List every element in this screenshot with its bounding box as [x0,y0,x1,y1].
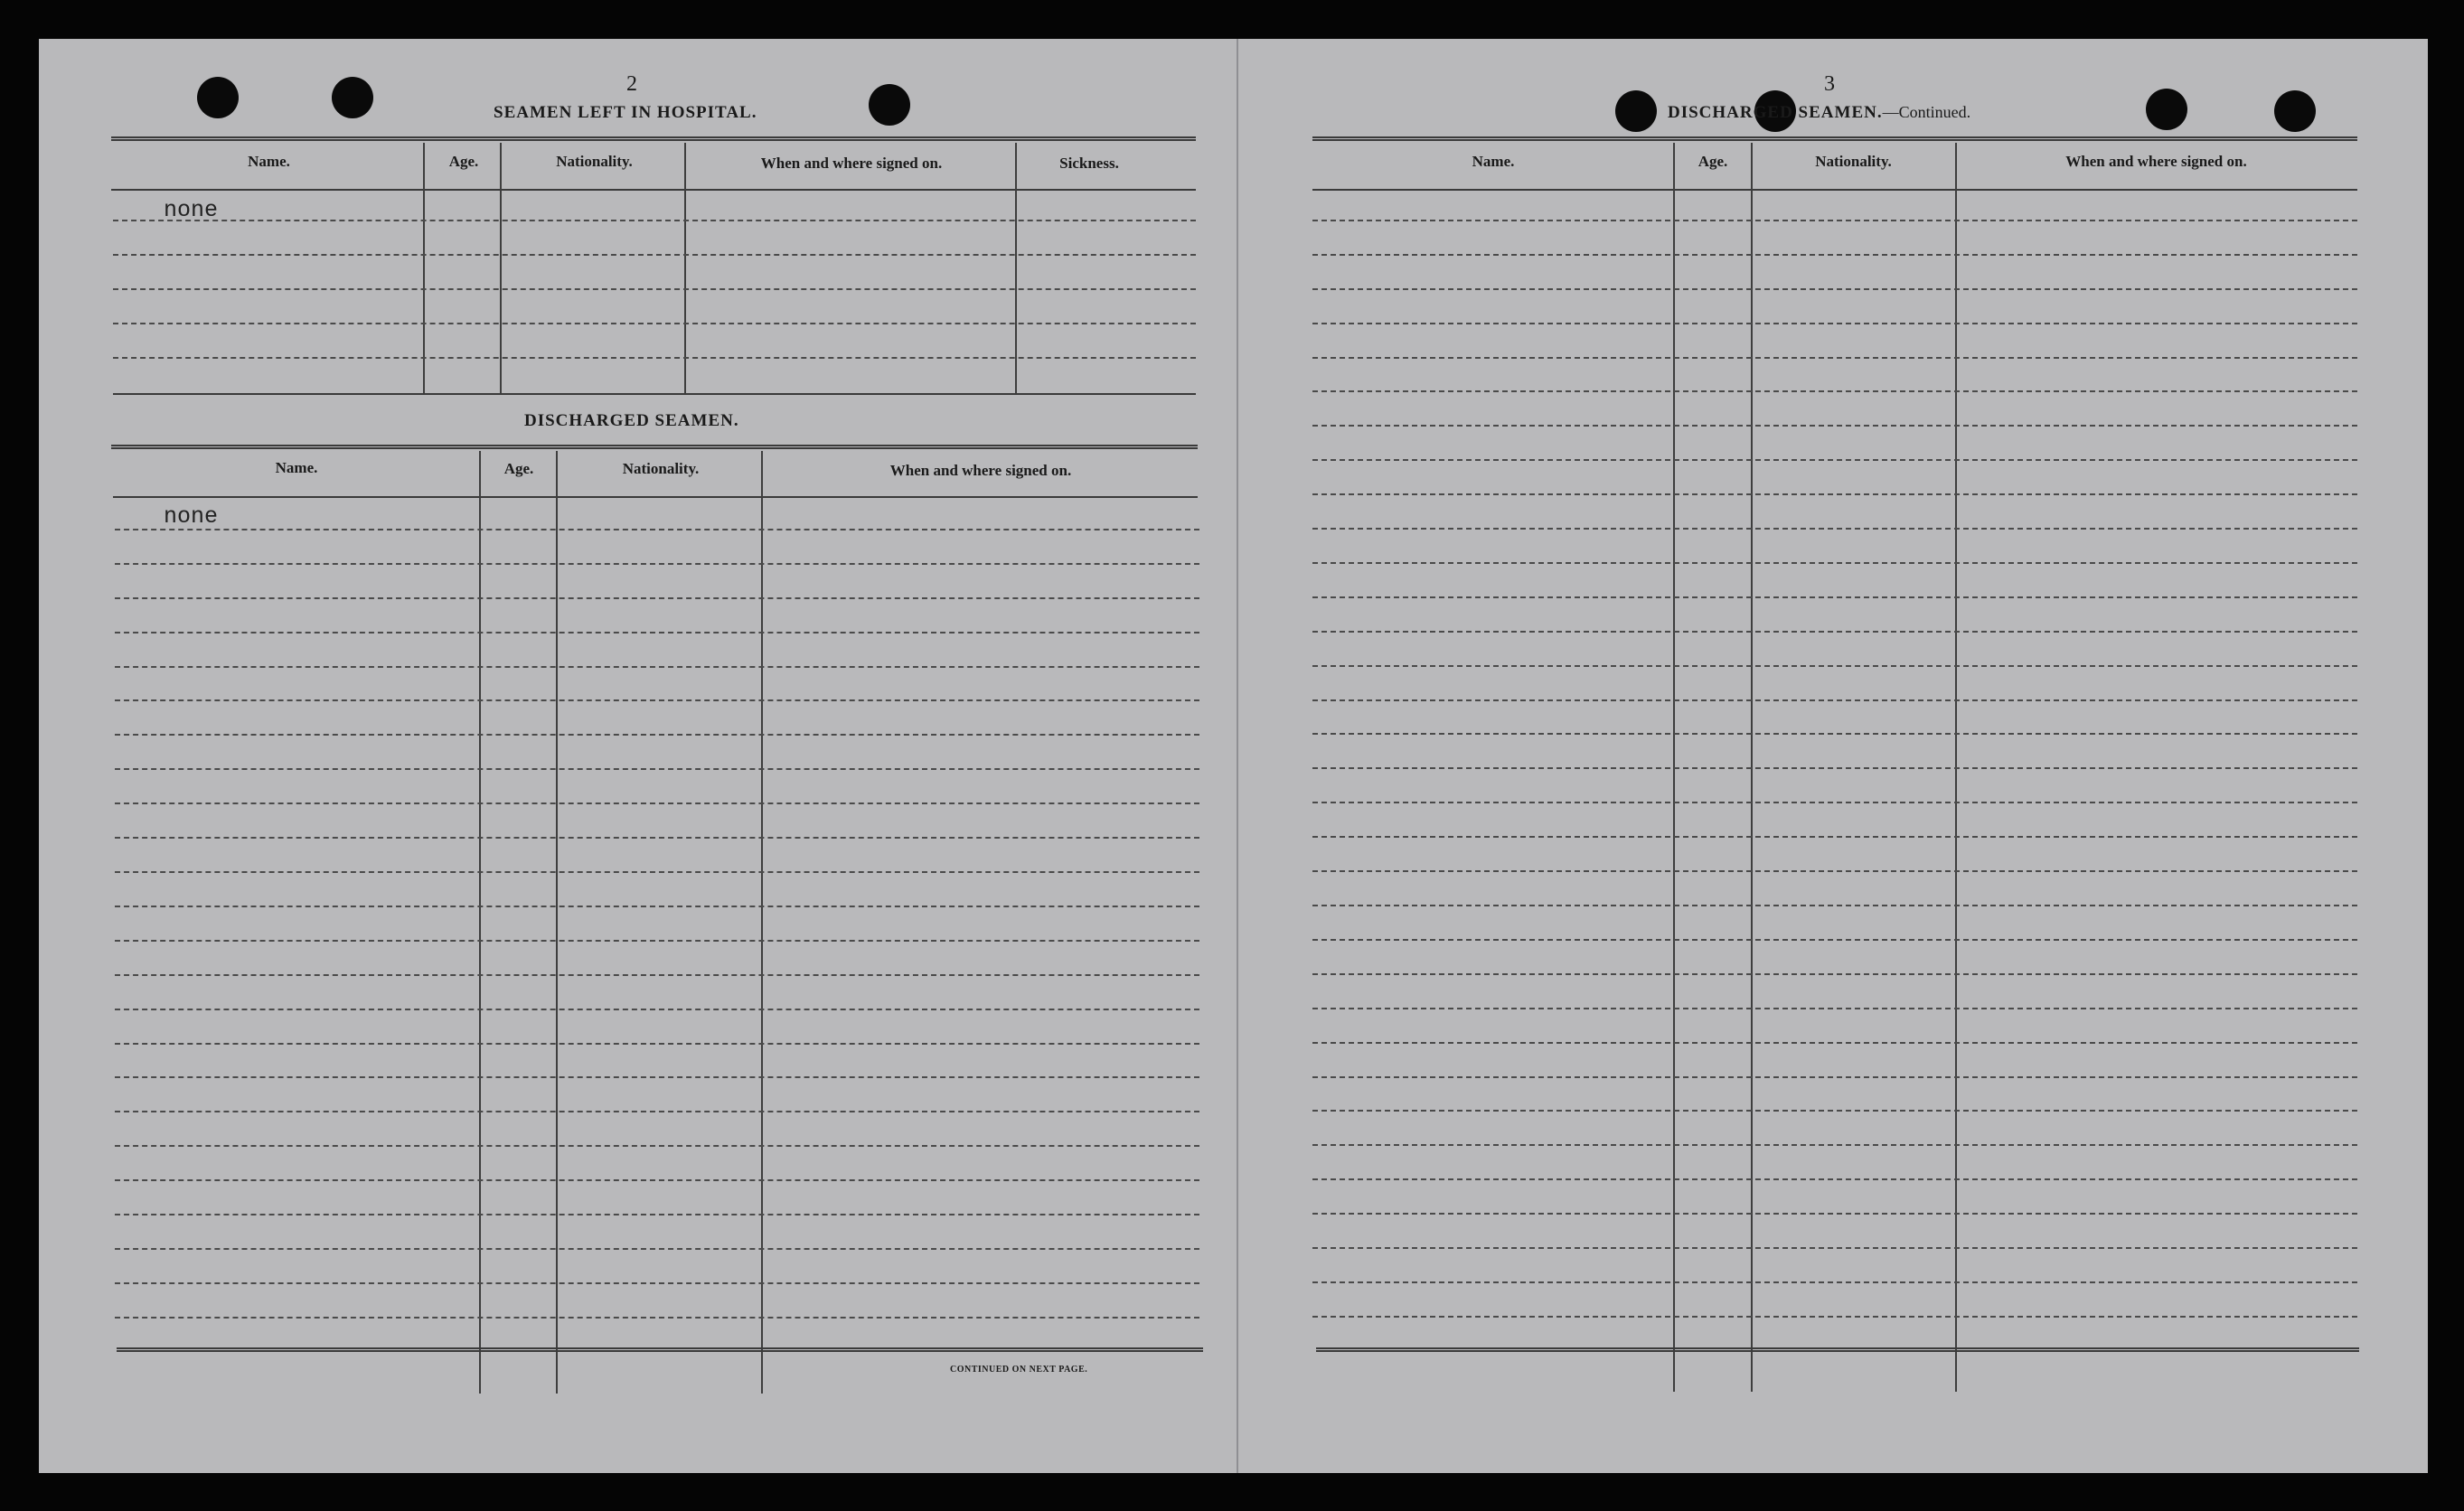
dotted-line [115,699,1199,701]
column-header-when-where: When and where signed on. [889,462,1072,479]
punch-hole [197,77,239,118]
dotted-line [115,529,1199,530]
bottom-double-rule [1316,1347,2359,1352]
dotted-line [113,288,1196,290]
page-number: 2 [626,72,637,96]
dotted-line [115,666,1199,668]
header-rule [111,189,1196,191]
dotted-line [1312,733,2357,735]
continued-note: CONTINUED ON NEXT PAGE. [950,1365,1088,1375]
column-divider [761,451,763,1394]
dotted-line [1312,459,2357,461]
dotted-line [113,254,1196,256]
dotted-line [113,357,1196,359]
discharged-section-title: DISCHARGED SEAMEN. [524,411,739,430]
dotted-line [115,974,1199,976]
dotted-line [1312,357,2357,359]
dotted-line [115,1282,1199,1284]
dotted-line [1312,767,2357,769]
dotted-line [1312,425,2357,427]
dotted-line [1312,254,2357,256]
header-rule [1312,189,2357,191]
dotted-line [115,1248,1199,1250]
dotted-line [1312,390,2357,392]
punch-hole [332,77,373,118]
dotted-line [115,597,1199,599]
bottom-double-rule [117,1347,1203,1352]
continued-label: —Continued. [1882,103,1971,121]
dotted-line [1312,905,2357,906]
dotted-line [1312,1178,2357,1180]
left-page [39,39,1237,1473]
dotted-line [115,940,1199,942]
column-header-nationality: Nationality. [1815,153,1892,170]
column-header-name: Name. [275,459,318,476]
right-page [1237,39,2428,1473]
dotted-line [113,323,1196,324]
dotted-line [115,768,1199,770]
dotted-line [1312,631,2357,633]
dotted-line [1312,1076,2357,1078]
dotted-line [1312,1247,2357,1249]
section-rule [113,393,1196,395]
dotted-line [113,220,1196,221]
dotted-line [115,1009,1199,1010]
dotted-line [1312,220,2357,221]
column-header-age: Age. [1698,153,1728,170]
dotted-line [1312,1316,2357,1318]
dotted-line [1312,528,2357,530]
column-header-sickness: Sickness. [1059,155,1119,172]
double-rule [111,445,1198,449]
dotted-line [115,1317,1199,1319]
dotted-line [115,734,1199,736]
dotted-line [1312,870,2357,872]
dotted-line [1312,493,2357,495]
dotted-line [1312,665,2357,667]
column-header-when-where: When and where signed on. [760,155,943,172]
column-header-nationality: Nationality. [622,460,700,477]
page-number: 3 [1824,72,1835,96]
dotted-line [1312,1110,2357,1112]
dotted-line [1312,596,2357,598]
double-rule [111,136,1196,141]
dotted-line [1312,1042,2357,1044]
double-rule [1312,136,2357,141]
column-header-age: Age. [448,153,479,170]
hospital-section-title: SEAMEN LEFT IN HOSPITAL. [494,103,757,122]
column-header-name: Name. [248,153,290,170]
dotted-line [1312,836,2357,838]
dotted-line [115,802,1199,804]
dotted-line [115,1214,1199,1215]
column-divider [479,451,481,1394]
right-section-title [1668,103,1970,123]
punch-hole [1615,90,1657,132]
right-section-title-text: DISCHARGED SEAMEN. [1668,103,1883,122]
dotted-line [115,871,1199,873]
dotted-line [115,1145,1199,1147]
dotted-line [1312,802,2357,803]
dotted-line [115,906,1199,907]
dotted-line [1312,699,2357,701]
dotted-line [115,837,1199,839]
discharged-entry: none [164,503,219,530]
column-header-name: Name. [1472,153,1515,170]
dotted-line [1312,562,2357,564]
dotted-line [115,563,1199,565]
dotted-line [1312,973,2357,975]
dotted-line [1312,1008,2357,1009]
hospital-entry: none [164,197,219,223]
column-header-when-where: When and where signed on. [2065,153,2247,170]
column-header-nationality: Nationality. [556,153,633,170]
dotted-line [1312,1144,2357,1146]
punch-hole [2146,89,2187,130]
dotted-line [115,632,1199,633]
dotted-line [115,1179,1199,1181]
punch-hole [869,84,910,126]
dotted-line [1312,1281,2357,1283]
dotted-line [1312,288,2357,290]
column-header-age: Age. [503,460,534,477]
dotted-line [115,1111,1199,1112]
column-divider [556,451,558,1394]
dotted-line [1312,1213,2357,1215]
dotted-line [115,1043,1199,1045]
dotted-line [1312,323,2357,324]
dotted-line [1312,939,2357,941]
punch-hole [2274,90,2316,132]
header-rule [113,496,1198,498]
dotted-line [115,1076,1199,1078]
